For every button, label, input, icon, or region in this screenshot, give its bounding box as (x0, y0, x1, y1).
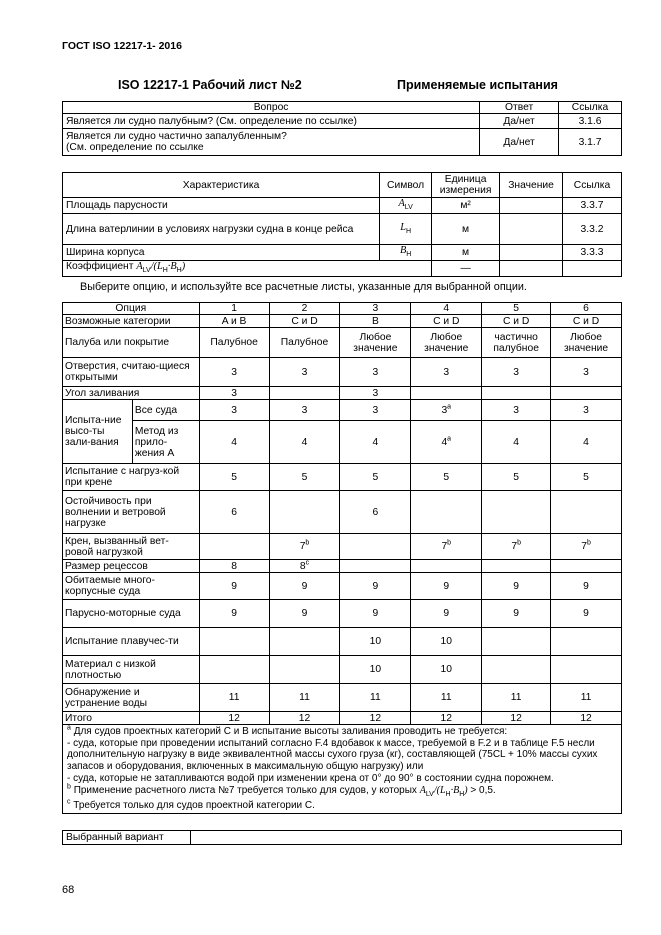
option-value: 4 (583, 436, 589, 448)
deck-cell: Любое значение (340, 328, 411, 358)
options-row (63, 358, 622, 387)
footnote-text: Для судов проектных категорий C и B испытание высоты заливания проводить не требуется: (73, 726, 508, 737)
option-value: 5 (231, 471, 237, 483)
reference-cell: 3.3.3 (563, 245, 622, 261)
option-value: 4 (441, 436, 448, 448)
option-value-cell (340, 600, 411, 628)
formula-sub: LV (142, 267, 151, 275)
option-value-cell (340, 656, 411, 684)
option-value: 10 (369, 664, 382, 675)
value-input[interactable] (500, 198, 563, 214)
flood-test-label: Испыта-ние высо-ты зали-вания (63, 400, 133, 464)
footnote-a (67, 726, 617, 738)
option-value: 5 (513, 471, 520, 483)
options-row (63, 421, 622, 464)
flood-all-label: Все суда (132, 400, 199, 421)
option-value: 5 (443, 471, 450, 483)
option-number[interactable]: 2 (269, 303, 340, 315)
option-value-cell (199, 421, 269, 464)
option-value: 3 (441, 404, 448, 416)
options-row (63, 712, 622, 725)
option-value-cell (411, 600, 482, 628)
symbol-cell (380, 198, 432, 214)
symbol-subscript: H (405, 227, 412, 235)
options-row (63, 328, 622, 358)
option-value: 9 (372, 608, 379, 619)
footnote-mark: a (67, 724, 71, 732)
option-value-cell (269, 464, 340, 491)
option-value-cell (551, 573, 622, 600)
option-value: 11 (228, 692, 240, 703)
page-number: 68 (62, 884, 75, 896)
option-value: 4 (301, 436, 308, 448)
option-value: 3 (231, 366, 237, 378)
footnote-mark: b (67, 783, 71, 791)
characteristic-name: Ширина корпуса (63, 245, 380, 261)
symbol: A (398, 198, 405, 209)
formula-part: ) (181, 261, 186, 273)
option-value: 11 (370, 692, 381, 703)
category-cell: C и D (482, 315, 551, 328)
option-value-cell (199, 684, 269, 712)
option-value: 3 (513, 366, 520, 378)
option-value-cell (269, 491, 340, 534)
unit-cell: м (432, 214, 500, 245)
option-value-cell (551, 358, 622, 387)
question-line: (См. определение по ссылке (66, 142, 204, 153)
header-characteristic: Характеристика (63, 173, 380, 198)
unit-cell: — (432, 261, 500, 277)
option-value-cell (551, 656, 622, 684)
option-value: 9 (443, 580, 450, 592)
option-value: 9 (443, 608, 450, 619)
option-value-cell (269, 400, 340, 421)
footnote-ref: b (447, 539, 452, 547)
option-value: 3 (301, 366, 308, 378)
option-value-cell (340, 421, 411, 464)
options-row (63, 400, 622, 421)
footnotes (62, 725, 622, 814)
option-value: 8 (299, 560, 306, 572)
option-value: 3 (231, 387, 237, 399)
option-value-cell (551, 491, 622, 534)
formula-part: A (419, 784, 426, 796)
test-label: Испытание плавучес-ти (63, 628, 200, 656)
option-value-cell (269, 560, 340, 573)
option-value-cell (482, 387, 551, 400)
category-cell: C и D (411, 315, 482, 328)
category-cell: A и B (199, 315, 269, 328)
formula-sub: LV (425, 790, 434, 798)
option-value-cell (340, 573, 411, 600)
selected-option-table (62, 830, 622, 845)
option-value-cell (269, 534, 340, 560)
option-number[interactable]: 5 (482, 303, 551, 315)
option-value-cell (199, 491, 269, 534)
deck-cell: Любое значение (551, 328, 622, 358)
test-label: Отверстия, считаю-щиеся открытыми (63, 358, 200, 387)
test-label: Материал с низкой плотностью (63, 656, 200, 684)
deck-cell: Палубное (269, 328, 340, 358)
unit-cell: м (432, 245, 500, 261)
symbol: L (400, 221, 406, 233)
option-value-cell (340, 534, 411, 560)
test-label: Парусно-моторные суда (63, 600, 200, 628)
option-value: 10 (440, 636, 452, 647)
reference-cell: 3.1.6 (559, 114, 622, 129)
option-value: 11 (580, 692, 592, 703)
option-value: 9 (513, 608, 520, 619)
option-value-cell (340, 358, 411, 387)
options-row (63, 315, 622, 328)
option-value: 11 (440, 692, 452, 703)
category-cell: B (340, 315, 411, 328)
option-value-cell (269, 712, 340, 725)
option-value-cell (269, 600, 340, 628)
option-value-cell (340, 560, 411, 573)
option-value-cell (269, 628, 340, 656)
flood-method-label: Метод из прило-жения A (132, 421, 199, 464)
option-value-cell (269, 387, 340, 400)
option-value: 3 (583, 366, 589, 378)
option-value-cell (199, 464, 269, 491)
selected-option-input[interactable] (190, 831, 621, 845)
header-answer: Ответ (480, 102, 559, 114)
symbol-subscript: H (406, 251, 412, 259)
option-value-cell (482, 656, 551, 684)
options-row (63, 628, 622, 656)
option-value: 9 (583, 608, 589, 619)
option-value: 3 (231, 404, 237, 416)
option-value-cell (482, 534, 551, 560)
coefficient-label: Коэффициент (66, 261, 134, 273)
option-value-cell (411, 628, 482, 656)
option-value-cell (411, 400, 482, 421)
footnote-ref: c (305, 559, 310, 567)
option-value-cell (340, 387, 411, 400)
footnote-text: Требуется только для судов проектной категории C. (73, 800, 315, 812)
option-value: 3 (443, 366, 450, 378)
option-value: 9 (301, 608, 308, 619)
deck-cell: Палубное (199, 328, 269, 358)
option-value: 5 (372, 471, 379, 483)
formula-sub: H (445, 790, 451, 798)
option-value-cell (482, 600, 551, 628)
option-value: 9 (231, 608, 237, 619)
options-row (63, 600, 622, 628)
option-value: 11 (299, 692, 310, 703)
option-value-cell (411, 387, 482, 400)
option-value: 4 (513, 436, 520, 448)
header-question: Вопрос (63, 102, 480, 114)
option-value: 3 (583, 404, 589, 416)
option-value: 3 (372, 366, 379, 378)
option-value-cell (411, 534, 482, 560)
category-cell: C и D (551, 315, 622, 328)
option-value: 12 (440, 712, 452, 724)
formula-part: ) (464, 784, 468, 796)
option-number[interactable]: 4 (411, 303, 482, 315)
formula-part: A (136, 261, 143, 273)
unit-cell: м² (432, 198, 500, 214)
options-row (63, 684, 622, 712)
option-value-cell (551, 387, 622, 400)
option-value-cell (199, 628, 269, 656)
categories-label: Возможные категории (63, 315, 200, 328)
options-row (63, 303, 622, 315)
option-value-cell (482, 491, 551, 534)
symbol-cell (380, 245, 432, 261)
test-label: Итого (63, 712, 200, 725)
question-text (63, 129, 480, 156)
option-value-cell (482, 560, 551, 573)
test-label: Обитаемые много-корпусные суда (63, 573, 200, 600)
option-value: 9 (513, 580, 520, 592)
option-value: 5 (583, 471, 589, 483)
option-value: 12 (369, 712, 382, 724)
option-value: 7 (511, 541, 518, 552)
option-value-cell (199, 400, 269, 421)
option-value-cell (269, 656, 340, 684)
option-value-cell (199, 358, 269, 387)
option-value-cell (551, 421, 622, 464)
option-value-cell (340, 628, 411, 656)
test-label: Размер рецессов (63, 560, 200, 573)
option-value-cell (551, 464, 622, 491)
deck-label: Палуба или покрытие (63, 328, 200, 358)
options-row (63, 656, 622, 684)
option-label: Опция (63, 303, 200, 315)
option-value-cell (199, 534, 269, 560)
option-value-cell (340, 491, 411, 534)
formula-sub: H (176, 267, 182, 275)
reference-cell: 3.3.2 (563, 214, 622, 245)
option-value: 12 (510, 712, 522, 724)
option-value-cell (482, 358, 551, 387)
option-value-cell (199, 560, 269, 573)
footnote-a2: - суда, которые не затапливаются водой при изменении крена от 0° до 90° в состоянии судна порожнем. (67, 772, 554, 784)
option-value-cell (551, 628, 622, 656)
option-value: 9 (301, 580, 308, 592)
questions-table (62, 101, 622, 156)
header-symbol: Символ (380, 173, 432, 198)
option-value: 4 (231, 436, 237, 448)
option-value: 3 (301, 404, 308, 416)
option-value-cell (411, 684, 482, 712)
option-value-cell (340, 400, 411, 421)
option-value-cell (269, 573, 340, 600)
option-value: 12 (228, 712, 240, 724)
header-reference: Ссылка (559, 102, 622, 114)
option-value-cell (551, 712, 622, 725)
options-row (63, 534, 622, 560)
option-value-cell (482, 400, 551, 421)
formula-part: /(L (150, 261, 163, 273)
test-label: Обнаружение и устранение воды (63, 684, 200, 712)
option-value-cell (411, 573, 482, 600)
option-value-cell (551, 600, 622, 628)
footnote-text: Применение расчетного листа №7 требуется только для судов, у которых (73, 784, 420, 796)
worksheet-title: ISO 12217-1 Рабочий лист №2 (118, 78, 302, 92)
option-value-cell (269, 358, 340, 387)
option-value-cell (199, 712, 269, 725)
value-input[interactable] (500, 261, 563, 277)
options-row (63, 573, 622, 600)
footnote-mark: c (67, 798, 71, 806)
option-value-cell (411, 560, 482, 573)
option-value-cell (411, 656, 482, 684)
footnote-text: > 0,5. (467, 784, 496, 796)
deck-cell: Любое значение (411, 328, 482, 358)
formula-sub: H (459, 790, 465, 798)
header-value: Значение (500, 173, 563, 198)
options-row (63, 560, 622, 573)
deck-cell: частично палубное (482, 328, 551, 358)
option-value-cell (411, 491, 482, 534)
symbol-subscript: LV (404, 204, 413, 212)
option-value: 5 (301, 471, 308, 483)
symbol: B (399, 245, 407, 257)
option-value: 7 (441, 541, 448, 552)
value-input[interactable] (500, 245, 563, 261)
option-value: 8 (231, 560, 237, 572)
symbol-cell (380, 214, 432, 245)
reference-cell: 3.1.7 (559, 129, 622, 156)
footnote-c (67, 800, 617, 812)
reference-cell: 3.3.7 (563, 198, 622, 214)
formula-part: ·B (167, 261, 177, 273)
coefficient-name (63, 261, 432, 277)
test-label: Остойчивость при волнении и ветровой нагрузке (63, 491, 200, 534)
option-value-cell (340, 684, 411, 712)
options-row (63, 387, 622, 400)
option-value-cell (199, 573, 269, 600)
option-value-cell (482, 464, 551, 491)
question-text: Является ли судно палубным? (См. определение по ссылке) (63, 114, 480, 129)
answer-cell[interactable]: Да/нет (480, 129, 559, 156)
option-value-cell (340, 712, 411, 725)
footnote-ref: b (517, 539, 521, 547)
option-value-cell (340, 464, 411, 491)
option-number[interactable]: 6 (551, 303, 622, 315)
formula-sub: H (162, 267, 168, 275)
option-value-cell (551, 560, 622, 573)
option-value: 7 (299, 541, 306, 552)
footnote-a1: - суда, которые при проведении испытаний согласно F.4 вдобавок к массе, требуемой в F.2 и в таблице F.5 несли дополнительную нагрузку в виде эквивалентной массы сухого груза (кг), составляющей (75CL + 10% массы сухих запасов и оборудования, включенных в максимальную общую нагрузку) или (67, 737, 598, 773)
test-label: Угол заливания (63, 387, 200, 400)
formula-part: /(L (433, 784, 446, 796)
characteristic-name: Длина ватерлинии в условиях нагрузки судна в конце рейса (63, 214, 380, 245)
value-input[interactable] (500, 214, 563, 245)
option-value-cell (411, 421, 482, 464)
option-value: 6 (372, 506, 379, 518)
category-cell: C и D (269, 315, 340, 328)
options-row (63, 491, 622, 534)
test-label: Испытание с нагруз-кой при крене (63, 464, 200, 491)
option-value-cell (482, 712, 551, 725)
option-value: 12 (580, 712, 592, 724)
options-table (62, 302, 622, 725)
reference-cell (563, 261, 622, 277)
footnote-b (67, 785, 617, 801)
question-line: Является ли судно частично запалубленным? (66, 131, 287, 142)
worksheet-subtitle: Применяемые испытания (397, 78, 558, 92)
option-value-cell (482, 628, 551, 656)
options-row (63, 464, 622, 491)
selected-option-label: Выбранный вариант (63, 831, 191, 845)
footnote-ref: a (447, 403, 452, 411)
option-value: 11 (510, 692, 522, 703)
option-value: 3 (372, 387, 379, 399)
answer-cell[interactable]: Да/нет (480, 114, 559, 129)
option-value: 10 (440, 664, 452, 675)
option-value: 9 (372, 580, 379, 592)
option-value-cell (199, 656, 269, 684)
footnote-ref: b (586, 539, 591, 547)
test-label: Крен, вызванный вет-ровой нагрузкой (63, 534, 200, 560)
option-value: 12 (298, 712, 311, 724)
option-value-cell (411, 358, 482, 387)
option-value-cell (551, 400, 622, 421)
option-value-cell (269, 684, 340, 712)
option-value: 10 (369, 636, 382, 647)
formula-part: ·B (450, 784, 460, 796)
option-number[interactable]: 3 (340, 303, 411, 315)
option-value: 7 (581, 541, 587, 552)
characteristics-table (62, 172, 622, 277)
option-value-cell (551, 534, 622, 560)
option-number[interactable]: 1 (199, 303, 269, 315)
header-reference: Ссылка (563, 173, 622, 198)
option-value-cell (482, 684, 551, 712)
option-value-cell (269, 421, 340, 464)
option-value-cell (199, 600, 269, 628)
option-value: 3 (372, 404, 379, 416)
option-value-cell (199, 387, 269, 400)
option-value-cell (482, 573, 551, 600)
header-unit: Единица измерения (432, 173, 500, 198)
document-header: ГОСТ ISO 12217-1- 2016 (62, 40, 182, 52)
option-value-cell (482, 421, 551, 464)
option-value: 9 (583, 580, 589, 592)
option-value: 9 (231, 580, 237, 592)
footnote-ref: a (447, 435, 452, 443)
option-value: 3 (513, 404, 520, 416)
option-value-cell (411, 464, 482, 491)
option-value-cell (411, 712, 482, 725)
option-value: 6 (231, 506, 237, 518)
option-value-cell (551, 684, 622, 712)
footnote-ref: b (305, 539, 310, 547)
instruction-note: Выберите опцию, и используйте все расчетные листы, указанные для выбранной опции. (80, 281, 527, 293)
option-value: 4 (372, 436, 379, 448)
characteristic-name: Площадь парусности (63, 198, 380, 214)
